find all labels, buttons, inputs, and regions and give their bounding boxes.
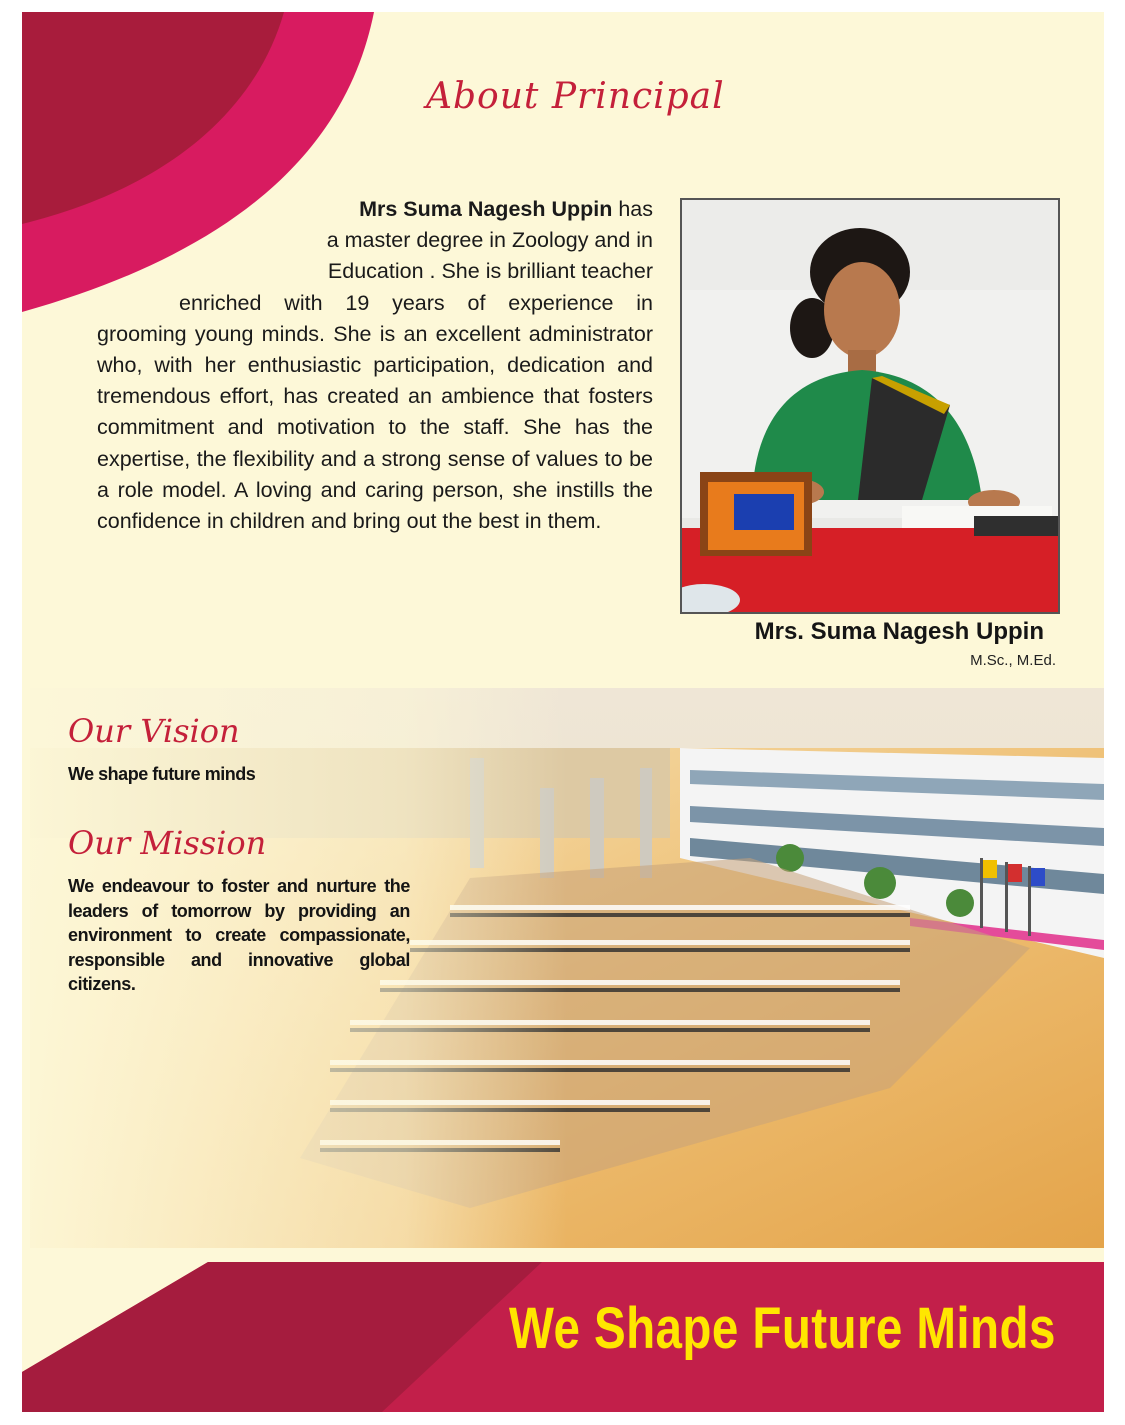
principal-portrait-image bbox=[682, 200, 1058, 612]
principal-photo bbox=[680, 198, 1060, 614]
mission-heading: Our Mission bbox=[68, 824, 267, 862]
principal-name-inline: Mrs Suma Nagesh Uppin bbox=[359, 197, 613, 221]
vision-text: We shape future minds bbox=[68, 764, 256, 784]
bio-line: Education . She is brilliant teacher bbox=[327, 259, 653, 284]
mission-text: We endeavour to foster and nurture the leaders of tomorrow by providing an environment to create compassionate, responsible and innovative global citizens. bbox=[68, 876, 410, 995]
principal-name: Mrs. Suma Nagesh Uppin bbox=[754, 618, 1044, 645]
bio-line: a master degree in Zoology and in bbox=[326, 228, 653, 253]
principal-bio bbox=[97, 194, 653, 537]
banner-tagline: We Shape Future Minds bbox=[509, 1296, 1056, 1361]
vision-heading: Our Vision bbox=[68, 712, 240, 750]
about-principal-heading: About Principal bbox=[426, 76, 725, 117]
brochure-page bbox=[22, 12, 1104, 1412]
principal-qualifications: M.Sc., M.Ed. bbox=[970, 652, 1056, 669]
bio-line: enriched with 19 years of experience in bbox=[179, 290, 653, 315]
bio-text: grooming young minds. She is an excellent administrator who, with her enthusiastic participation, dedication and tremendous effort, has created an ambience that fosters commitment and motivation to the staff. She has the expertise, the flexibility and a strong sense of values to be a role model. A loving and caring person, she instills the confidence in children and bring out the best in them. bbox=[97, 321, 653, 534]
bio-line: Mrs Suma Nagesh Uppin has bbox=[359, 197, 653, 221]
